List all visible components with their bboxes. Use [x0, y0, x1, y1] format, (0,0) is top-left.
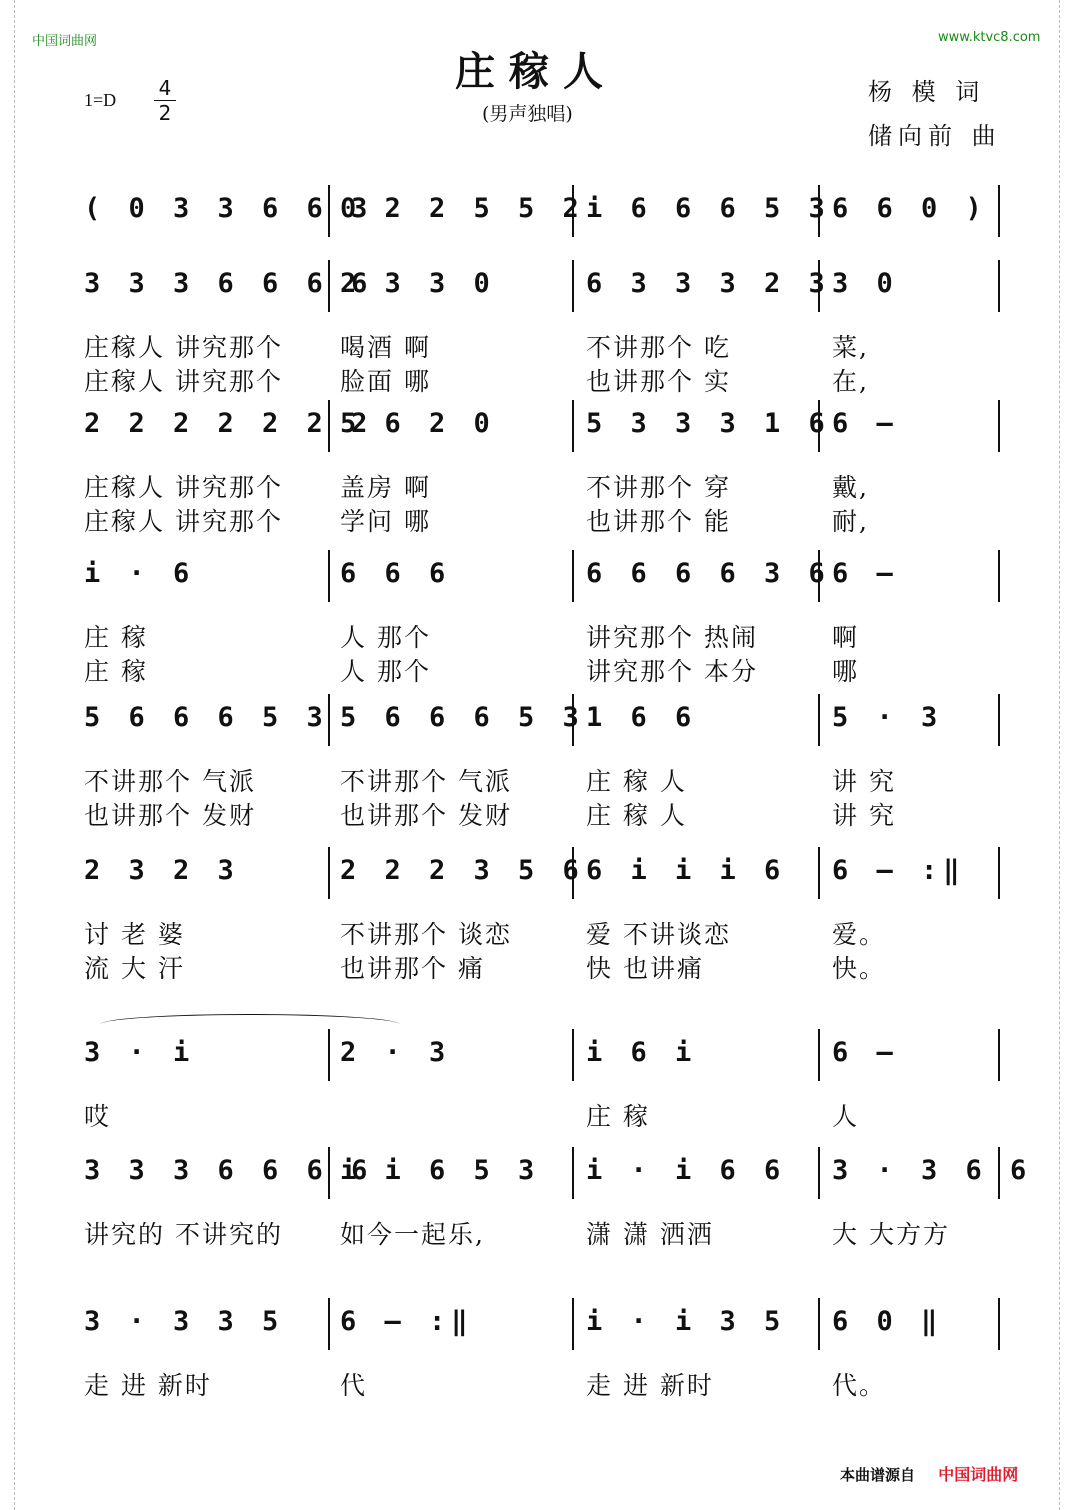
phrase-slur: [100, 1014, 400, 1035]
measure-notes: 6 3 3 3 2 3: [586, 268, 831, 299]
measure-notes: 6 6 6: [340, 558, 452, 589]
lyric-verse-1: 如今一起乐,: [340, 1220, 485, 1249]
lyricist-credit: 杨 模 词: [868, 78, 986, 106]
lyric-verse-2: 也讲那个 发财: [84, 801, 256, 830]
barline: [818, 1029, 820, 1081]
measure-notes: 2 2 2 3 5 6: [340, 855, 585, 886]
measure-notes: i 6 i: [586, 1037, 698, 1068]
measure-notes: 6 6 0 ): [832, 193, 988, 224]
measure-notes: 5 6 2 0: [340, 408, 496, 439]
lyric-verse-1: 戴,: [832, 473, 869, 502]
lyric-verse-1: 大 大方方: [832, 1220, 950, 1249]
lyric-verse-2: 也讲那个 能: [586, 507, 731, 536]
barline: [998, 400, 1000, 452]
barline: [328, 1298, 330, 1350]
measure-notes: i i 6 5 3: [340, 1155, 541, 1186]
barline: [998, 1298, 1000, 1350]
lyric-verse-1: 喝酒 啊: [340, 333, 431, 362]
measure-notes: 5 6 6 6 5 3: [84, 702, 329, 733]
barline: [328, 1029, 330, 1081]
barline: [572, 400, 574, 452]
time-signature-top: 4: [154, 76, 176, 101]
barline: [998, 1029, 1000, 1081]
source-site-link[interactable]: 中国词曲网: [938, 1465, 1019, 1484]
time-signature: [154, 76, 176, 125]
barline: [328, 847, 330, 899]
lyric-verse-2: 庄 稼 人: [586, 801, 687, 830]
barline: [818, 847, 820, 899]
lyric-verse-1: 啊: [832, 623, 860, 652]
measure-notes: 3 3 3 6 6 6 6: [84, 1155, 374, 1186]
lyric-verse-2: 讲究那个 本分: [586, 657, 758, 686]
lyric-verse-1: 庄 稼: [586, 1102, 650, 1131]
lyric-verse-1: 不讲那个 穿: [586, 473, 731, 502]
source-label: 本曲谱源自: [840, 1466, 916, 1484]
measure-notes: 6 – :‖: [340, 1306, 474, 1337]
barline: [818, 1298, 820, 1350]
lyric-verse-1: 不讲那个 气派: [84, 767, 256, 796]
lyric-verse-2: 也讲那个 实: [586, 367, 731, 396]
measure-notes: i · 6: [84, 558, 196, 589]
lyric-verse-1: 代。: [832, 1371, 887, 1400]
barline: [328, 550, 330, 602]
lyric-verse-1: 讲究那个 热闹: [586, 623, 758, 652]
lyric-verse-1: 人 那个: [340, 623, 431, 652]
measure-notes: 2 3 2 3: [84, 855, 240, 886]
measure-notes: 6 i i i 6: [586, 855, 787, 886]
source-footer: [840, 1462, 1018, 1485]
measure-notes: i · i 6 6: [586, 1155, 787, 1186]
lyric-verse-1: 庄 稼 人: [586, 767, 687, 796]
song-subtitle: (男声独唱): [482, 103, 573, 125]
lyric-verse-1: 代: [340, 1371, 368, 1400]
lyric-verse-1: 庄 稼: [84, 623, 148, 652]
lyric-verse-2: 流 大 汗: [84, 954, 185, 983]
barline: [998, 260, 1000, 312]
lyric-verse-2: 快。: [832, 954, 887, 983]
lyric-verse-2: 庄稼人 讲究那个: [84, 367, 283, 396]
lyric-verse-1: 哎: [84, 1102, 112, 1131]
barline: [998, 847, 1000, 899]
lyric-verse-2: 庄 稼: [84, 657, 148, 686]
measure-notes: i 6 6 6 5 3: [586, 193, 831, 224]
lyric-verse-1: 走 进 新时: [586, 1371, 714, 1400]
measure-notes: 6 – :‖: [832, 855, 966, 886]
barline: [818, 1147, 820, 1199]
measure-notes: 6 0 ‖: [832, 1306, 944, 1337]
composer-credit: 储向前 曲: [868, 122, 1002, 150]
lyric-verse-1: 爱。: [832, 920, 887, 949]
measure-notes: 6 6 6 6 3 6: [586, 558, 831, 589]
site-url-right[interactable]: www.ktvc8.com: [938, 30, 1041, 45]
lyric-verse-2: 快 也讲痛: [586, 954, 704, 983]
lyric-verse-1: 潇 潇 洒洒: [586, 1220, 714, 1249]
barline: [572, 1147, 574, 1199]
lyric-verse-1: 庄稼人 讲究那个: [84, 333, 283, 362]
barline: [998, 185, 1000, 237]
barline: [572, 1298, 574, 1350]
measure-notes: 3 3 3 6 6 6 6: [84, 268, 374, 299]
lyric-verse-1: 爱 不讲谈恋: [586, 920, 731, 949]
lyric-verse-2: 讲 究: [832, 801, 896, 830]
right-margin-strip: [1059, 0, 1074, 1510]
lyric-verse-2: 耐,: [832, 507, 869, 536]
measure-notes: 1 6 6: [586, 702, 698, 733]
lyric-verse-1: 讲究的 不讲究的: [84, 1220, 283, 1249]
lyric-verse-1: 走 进 新时: [84, 1371, 212, 1400]
lyric-verse-2: 脸面 哪: [340, 367, 431, 396]
lyric-verse-1: 不讲那个 吃: [586, 333, 731, 362]
measure-notes: i · i 3 5: [586, 1306, 787, 1337]
lyric-verse-2: 也讲那个 痛: [340, 954, 485, 983]
measure-notes: 2 2 2 2 2 2 2: [84, 408, 374, 439]
barline: [998, 550, 1000, 602]
barline: [572, 550, 574, 602]
song-title: 庄稼人: [455, 48, 617, 95]
measure-notes: 6 –: [832, 408, 899, 439]
measure-notes: 3 · 3 3 5: [84, 1306, 285, 1337]
lyric-verse-1: 不讲那个 气派: [340, 767, 512, 796]
site-name-left[interactable]: 中国词曲网: [32, 34, 98, 49]
measure-notes: ( 0 3 3 6 6 3: [84, 193, 374, 224]
measure-notes: 0 2 2 5 5 2: [340, 193, 585, 224]
measure-notes: 2 3 3 0: [340, 268, 496, 299]
measure-notes: 3 · 3 6 6: [832, 1155, 1033, 1186]
barline: [818, 694, 820, 746]
measure-notes: 3 0: [832, 268, 899, 299]
lyric-verse-1: 庄稼人 讲究那个: [84, 473, 283, 502]
time-signature-bottom: 2: [158, 101, 172, 125]
lyric-verse-1: 不讲那个 谈恋: [340, 920, 512, 949]
left-margin-strip: [0, 0, 15, 1510]
lyric-verse-1: 菜,: [832, 333, 869, 362]
barline: [572, 260, 574, 312]
lyric-verse-2: 人 那个: [340, 657, 431, 686]
measure-notes: 5 · 3: [832, 702, 944, 733]
lyric-verse-1: 盖房 啊: [340, 473, 431, 502]
measure-notes: 5 3 3 3 1 6: [586, 408, 831, 439]
barline: [998, 694, 1000, 746]
measure-notes: 6 –: [832, 558, 899, 589]
barline: [572, 1029, 574, 1081]
lyric-verse-2: 庄稼人 讲究那个: [84, 507, 283, 536]
lyric-verse-1: 讲 究: [832, 767, 896, 796]
lyric-verse-2: 在,: [832, 367, 869, 396]
lyric-verse-2: 哪: [832, 657, 860, 686]
measure-notes: 2 · 3: [340, 1037, 452, 1068]
measure-notes: 6 –: [832, 1037, 899, 1068]
measure-notes: 3 · i: [84, 1037, 196, 1068]
measure-notes: 5 6 6 6 5 3: [340, 702, 585, 733]
lyric-verse-2: 学问 哪: [340, 507, 431, 536]
lyric-verse-1: 讨 老 婆: [84, 920, 185, 949]
lyric-verse-1: 人: [832, 1102, 860, 1131]
key-signature: 1=D: [84, 90, 117, 110]
lyric-verse-2: 也讲那个 发财: [340, 801, 512, 830]
